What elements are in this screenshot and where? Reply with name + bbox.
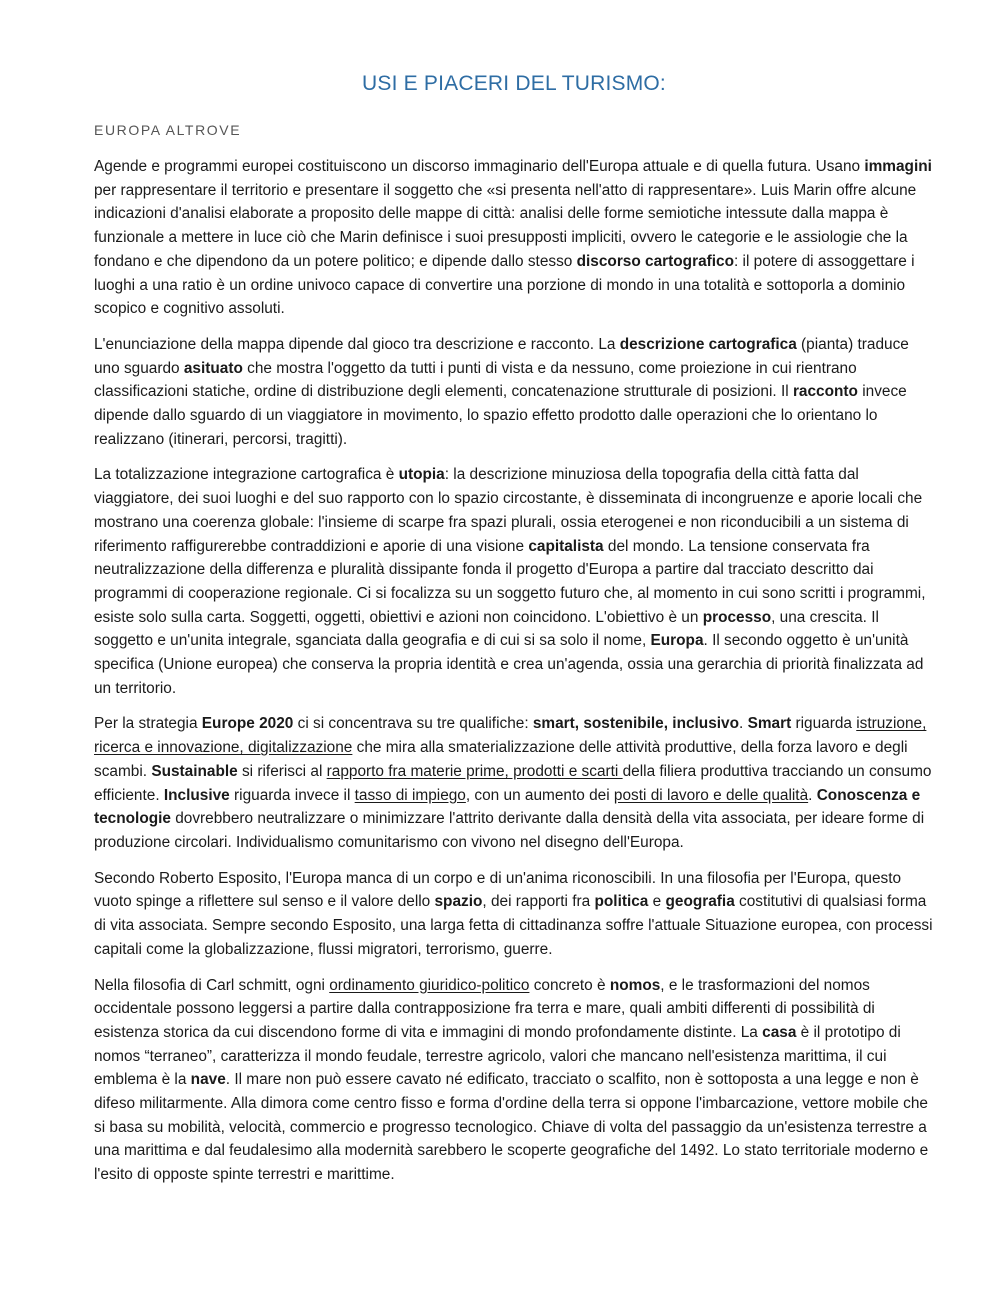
document-body	[94, 155, 934, 1187]
bold-text: immagini	[864, 158, 932, 175]
text-run: .	[808, 786, 817, 804]
text-run: invece dipende dallo sguardo di un viaggiatore in movimento, lo spazio effetto prodotto dalle operazioni che lo orientano lo realizzano (itinerari, percorsi, tragitti).	[94, 383, 907, 448]
bold-text: nave	[190, 1071, 226, 1089]
bold-text: Smart	[747, 715, 792, 733]
text-run: Agende e programmi europei costituiscono un discorso immaginario dell'Europa attuale e di quella futura. Usano	[94, 158, 865, 175]
bold-text: descrizione cartografica	[619, 335, 797, 353]
text-run: , dei rapporti fra	[482, 893, 595, 911]
bold-text: Europa	[650, 632, 704, 650]
text-run: e	[648, 893, 666, 911]
paragraph	[94, 867, 934, 962]
bold-text: Europe 2020	[201, 715, 294, 733]
text-run: costitutivi di qualsiasi forma di vita associata. Sempre secondo Esposito, una larga fetta di cittadinanza soffre l'attuale Situazione europea, con processi capitali come la globalizzazione, flussi migratori, terrorismo, guerre.	[94, 893, 933, 958]
bold-text: Conoscenza e tecnologie	[94, 786, 921, 828]
text-run: .	[739, 715, 748, 733]
text-run: riguarda invece il	[229, 786, 355, 804]
bold-text: geografia	[665, 893, 735, 911]
text-run: della filiera produttiva tracciando un consumo efficiente.	[94, 762, 932, 804]
text-run: . Il secondo oggetto è un'unità specifica (Unione europea) che conserva la propria identità e crea un'agenda, ossia una gerarchia di priorità finalizzata ad un territorio.	[94, 632, 924, 697]
text-run: , con un aumento dei	[465, 786, 614, 804]
page-title: USI E PIACERI DEL TURISMO:	[362, 72, 666, 95]
underlined-text: istruzione, ricerca e innovazione, digitalizzazione	[94, 715, 927, 757]
bold-text: spazio	[434, 893, 483, 911]
text-run: riguarda	[791, 715, 857, 733]
bold-text: Sustainable	[151, 762, 238, 780]
text-run: concreto è	[529, 976, 610, 994]
text-run: L'enunciazione della mappa dipende dal gioco tra descrizione e racconto. La	[94, 335, 620, 353]
text-run: che mostra l'oggetto da tutti i punti di vista e da nessuno, come proiezione in cui rientrano classificazioni statiche, ordine di distribuzione degli elementi, concatenazione strutturale di posizioni. Il	[94, 359, 857, 401]
underlined-text: tasso di impiego	[354, 786, 466, 804]
paragraph	[94, 155, 934, 321]
underlined-text: ordinamento giuridico-politico	[329, 976, 530, 994]
text-run: per rappresentare il territorio e presentare il soggetto che «si presenta nell'atto di rappresentare». Luis Marin offre alcune indicazioni d'analisi elaborate a proposito delle mappe di città: analisi delle forme semiotiche intessute dalla mappa è funzionale a mettere in luce ciò che Marin definisce i suoi presupposti impliciti, ovvero le categorie e le assiologie che la fondano e che dipendono da un potere politico; e dipende dallo stesso	[94, 181, 917, 270]
paragraph	[94, 974, 934, 1187]
text-run: : la descrizione minuziosa della topografia della città fatta dal viaggiatore, dei suoi luoghi e del suo rapporto con lo spazio circostante, è disseminata di incongruenze e aporie locali che mostrano una coerenza globale: l'insieme di scarpe fra spazi plurali, ossia eterogenei e non riconducibili a un sistema di riferimento raffigurerebbe contraddizioni e aporie di una visione	[94, 466, 923, 555]
bold-text: casa	[762, 1023, 797, 1041]
text-run: è il prototipo di nomos “terraneo”, caratterizza il mondo feudale, terrestre agricolo, valori che mancano nell'esistenza marittima, il cui emblema è la	[94, 1023, 901, 1089]
text-run: Nella filosofia di Carl schmitt, ogni	[94, 976, 330, 994]
bold-text: utopia	[398, 466, 445, 484]
text-run: , una crescita. Il soggetto e un'unita integrale, sganciata dalla geografia e di cui si sa solo il nome,	[94, 608, 879, 650]
underlined-text: rapporto fra materie prime, prodotti e scarti	[326, 762, 623, 780]
text-run: : il potere di assoggettare i luoghi a una ratio è un ordine univoco capace di convertire una porzione di mondo in una totalità e sottoporla a dominio scopico e cognitivo assoluti.	[94, 252, 915, 318]
text-run: Per la strategia	[94, 715, 202, 733]
text-run: . Il mare non può essere cavato né edificato, tracciato o scalfito, non è sottoposta a una legge e non è difeso militarmente. Alla dimora come centro fisso e forma d'ordine della terra si oppone l'imbarcazione, vettore mobile che si basa su mobilità, velocità, commercio e progresso tecnologico. Chiave di volta del passaggio da un'esistenza terrestre a una marittima e dal feudalesimo alla modernità sarebbero le scoperte geografiche del 1492. Lo stato territoriale moderno e l'esito di opposte spinte terrestri e marittime.	[94, 1071, 929, 1184]
text-run: del mondo. La tensione conservata fra neutralizzazione della differenza e pluralità dissipante fonda il progetto d'Europa a partire dal tracciato descritto dai programmi di cooperazione regionale. Ci si focalizza su un soggetto futuro che, al momento in cui sono scritti i programmi, esiste solo sulla carta. Soggetti, oggetti, obiettivi e azioni non coincidono. L'obiettivo è un	[94, 537, 926, 626]
text-run: si riferisci al	[237, 762, 327, 780]
text-run: ci si concentrava su tre qualifiche:	[293, 715, 533, 733]
bold-text: politica	[594, 893, 649, 911]
bold-text: processo	[702, 608, 772, 626]
text-run: (pianta) traduce uno sguardo	[94, 335, 909, 377]
text-run: , e le trasformazioni del nomos occidentale possono leggersi a partire dalla contrapposizione fra terra e mare, quali ambiti differenti di possibilità di esistenza storica da cui discendono forme di vita e immagini di mondo profondamente distinte. La	[94, 976, 875, 1041]
bold-text: Inclusive	[163, 786, 230, 804]
text-run: Secondo Roberto Esposito, l'Europa manca di un corpo e di un'anima riconoscibili. In una filosofia per l'Europa, questo vuoto spinge a riflettere sul senso e il valore dello	[94, 869, 902, 911]
text-run: che mira alla smaterializzazione delle attività produttive, della forza lavoro e degli scambi.	[94, 739, 908, 780]
paragraph	[94, 463, 934, 700]
bold-text: asituato	[183, 359, 243, 377]
bold-text: nomos	[609, 976, 661, 994]
section-heading: EUROPA ALTROVE	[94, 122, 242, 138]
paragraph	[94, 333, 934, 452]
paragraph	[94, 712, 934, 854]
bold-text: racconto	[792, 383, 858, 401]
underlined-text: posti di lavoro e delle qualità	[613, 786, 809, 804]
bold-text: capitalista	[528, 537, 604, 555]
text-run: La totalizzazione integrazione cartografica è	[94, 466, 399, 484]
text-run: dovrebbero neutralizzare o minimizzare l'attrito derivante dalla densità della vita associata, per ideare forme di produzione circolari. Individualismo comunitarismo con vivono nel disegno dell'Europa.	[94, 810, 925, 851]
bold-text: smart, sostenibile, inclusivo	[532, 715, 740, 733]
bold-text: discorso cartografico	[576, 252, 734, 270]
